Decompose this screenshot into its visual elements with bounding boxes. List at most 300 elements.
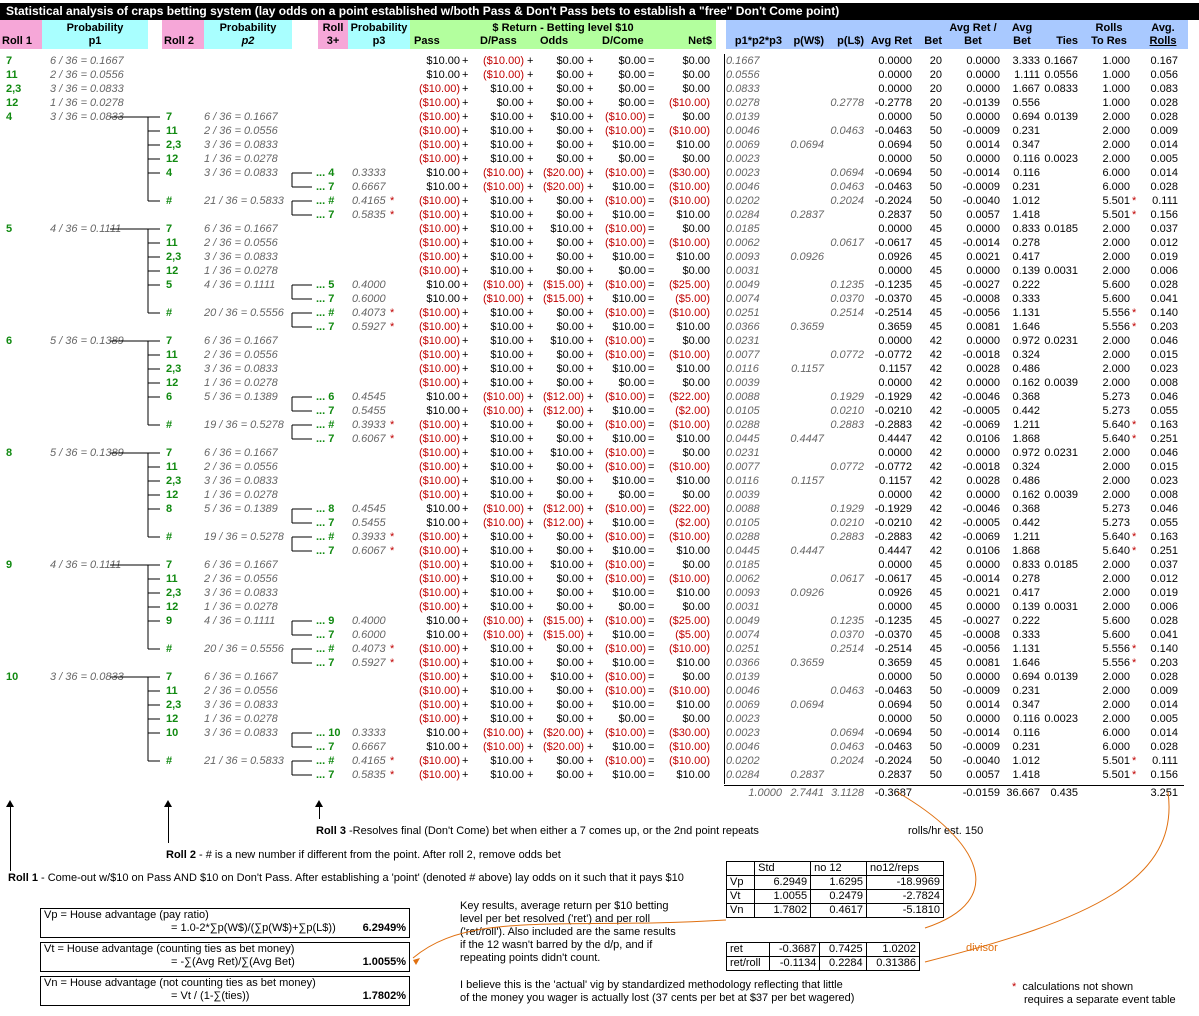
table-row [0,250,1199,264]
cell-p123: 0.0023 [726,727,760,739]
cell-pass: ($10.00) [419,573,460,585]
cell-dc: ($10.00) [605,335,646,347]
cell-od: ($20.00) [543,167,584,179]
cell-p123: 0.0077 [726,349,760,361]
cell-p123: 0.0445 [726,433,760,445]
operator: + [587,447,594,459]
cell-p3: 0.4545 [352,503,386,515]
cell-arb: 0.0000 [966,377,1000,389]
operator: + [527,727,534,739]
cell-pl: 0.2883 [830,419,864,431]
operator: = [648,69,655,81]
cell-p2: 2 / 36 = 0.0556 [204,685,278,697]
cell-r3: ... # [316,755,335,767]
cell-od: $0.00 [556,139,584,151]
cell-r2: 7 [166,671,173,683]
cell-pw: 0.4447 [790,545,824,557]
operator: + [587,461,594,473]
cell-od: $0.00 [556,713,584,725]
cell-ar: -0.2778 [874,97,912,109]
cell-rr: 6.000 [1102,741,1130,753]
table-cell: no 12 [811,862,867,876]
cell-dp: $10.00 [490,447,524,459]
cell-dc: $0.00 [618,83,646,95]
cell-dc: $0.00 [618,55,646,67]
cell-p123: 0.0288 [726,419,760,431]
cell-bt: 42 [929,335,942,347]
cell-pass: $10.00 [426,391,460,403]
cell-dp: ($10.00) [483,727,524,739]
cell-rr: 2.000 [1102,153,1130,165]
table-row [727,890,944,904]
cell-net: $0.00 [682,265,710,277]
cell-r2: 11 [166,685,178,697]
cell-bt: 45 [929,573,942,585]
cell-net: $0.00 [682,335,710,347]
cell-bt: 45 [929,615,942,627]
cell-r3: ... 7 [316,657,335,669]
cell-bt: 20 [929,69,942,81]
table-cell: 0.31386 [866,957,919,971]
cell-r2: 11 [166,349,178,361]
cell-ti: 0.0185 [1044,223,1078,235]
cell-net: $0.00 [682,601,710,613]
cell-ab: 0.139 [1012,601,1040,613]
cell-s3: * [390,195,395,207]
cell-dp: $10.00 [490,755,524,767]
cell-p1: 1 / 36 = 0.0278 [50,97,124,109]
cell-sr: * [1132,531,1137,543]
cell-rr: 2.000 [1102,559,1130,571]
header-roll3: Roll 3+ [318,20,348,49]
operator: + [462,461,469,473]
cell-dp: $10.00 [490,433,524,445]
cell-avr: 0.046 [1150,391,1178,403]
cell-dc: $10.00 [612,699,646,711]
header-p123: p1*p2*p3 [726,20,784,49]
cell-ab: 0.972 [1012,335,1040,347]
cell-arb: 0.0106 [966,545,1000,557]
operator: + [587,83,594,95]
operator: = [648,279,655,291]
operator: = [648,685,655,697]
cell-pass: ($10.00) [419,321,460,333]
cell-p2: 2 / 36 = 0.0556 [204,237,278,249]
cell-arb: -0.0009 [962,741,1000,753]
cell-avr: 0.008 [1150,377,1178,389]
cell-pass: $10.00 [426,741,460,753]
cell-bt: 45 [929,307,942,319]
cell-dp: $10.00 [490,125,524,137]
table-row [0,194,1199,208]
operator: + [587,279,594,291]
cell-ar: -0.0370 [874,293,912,305]
cell-avr: 0.015 [1150,349,1178,361]
cell-avr: 0.037 [1150,559,1178,571]
operator: = [648,755,655,767]
cell-dp: $10.00 [490,713,524,725]
operator: + [587,209,594,221]
cell-arb: 0.0000 [966,83,1000,95]
operator: + [527,293,534,305]
cell-s3: * [390,769,395,781]
cell-p2: 3 / 36 = 0.0833 [204,363,278,375]
cell-pass: ($10.00) [419,447,460,459]
operator: + [527,363,534,375]
operator: + [462,167,469,179]
cell-p3: 0.3333 [352,727,386,739]
cell-rr: 2.000 [1102,573,1130,585]
cell-dp: $10.00 [490,671,524,683]
cell-pass: ($10.00) [419,657,460,669]
cell-pl: 0.0463 [830,741,864,753]
cell-dc: $10.00 [612,321,646,333]
operator: + [587,475,594,487]
cell-avr: 0.046 [1150,335,1178,347]
cell-p123: 0.0088 [726,503,760,515]
cell-p123: 0.0139 [726,671,760,683]
table-row [0,544,1199,558]
cell-pass: ($10.00) [419,769,460,781]
cell-od: ($12.00) [543,517,584,529]
cell-bt: 50 [929,755,942,767]
cell-p123: 0.0231 [726,335,760,347]
cell-dc: $10.00 [612,363,646,375]
cell-od: $0.00 [556,699,584,711]
cell-bt: 50 [929,685,942,697]
operator: + [587,181,594,193]
cell-rr: 2.000 [1102,265,1130,277]
cell-p1: 5 / 36 = 0.1389 [50,447,124,459]
note-roll1: Roll 1 - Come-out w/$10 on Pass AND $10 on Don't Pass. After establishing a 'point' (denoted # above) lay odds on it such that it pays $10 [8,872,684,884]
cell-r2: 12 [166,489,179,501]
cell-p2: 6 / 36 = 0.1667 [204,335,278,347]
cell-net: ($10.00) [669,755,710,767]
operator: + [527,307,534,319]
cell-net: ($10.00) [669,643,710,655]
cell-bt: 42 [929,419,942,431]
cell-dc: $10.00 [612,545,646,557]
cell-r2: 4 [166,167,173,179]
operator: = [648,391,655,403]
cell-net: $10.00 [676,545,710,557]
cell-dp: $10.00 [490,363,524,375]
cell-od: $0.00 [556,55,584,67]
cell-dc: ($10.00) [605,125,646,137]
cell-rr: 5.556 [1102,307,1130,319]
cell-p1: 3 / 36 = 0.0833 [50,671,124,683]
cell-p2: 6 / 36 = 0.1667 [204,111,278,123]
cell-p1: 4 / 36 = 0.1111 [50,559,122,571]
cell-ar: -0.0617 [874,237,912,249]
cell-p3: 0.4073 [352,307,386,319]
cell-net: $0.00 [682,559,710,571]
cell-ab: 0.417 [1012,251,1040,263]
operator: + [587,713,594,725]
cell-pl: 0.0210 [830,405,864,417]
cell-ar: 0.1157 [879,363,912,375]
cell-p2: 6 / 36 = 0.1667 [204,447,278,459]
operator: + [527,111,534,123]
cell-od: $0.00 [556,363,584,375]
cell-p3: 0.6067 [352,433,386,445]
cell-p3: 0.6667 [352,741,386,753]
cell-ab: 1.418 [1012,769,1040,781]
cell-dc: ($10.00) [605,391,646,403]
header-rolls: Rolls To Res [1080,20,1138,49]
cell-pass: ($10.00) [419,153,460,165]
cell-net: $10.00 [676,251,710,263]
table-row [0,614,1199,628]
cell-r3: ... 7 [316,517,335,529]
cell-r2: 11 [166,237,178,249]
cell-pass: ($10.00) [419,643,460,655]
cell-arb: -0.0046 [962,391,1000,403]
operator: + [587,405,594,417]
cell-p3: 0.6667 [352,181,386,193]
table-cell: 1.7802 [755,904,811,918]
cell-p123: 0.0039 [726,377,760,389]
cell-ab: 1.667 [1012,83,1040,95]
cell-p3: 0.6000 [352,293,386,305]
cell-p123: 0.0116 [726,363,759,375]
cell-avr: 0.251 [1150,433,1178,445]
operator: + [527,769,534,781]
cell-net: ($10.00) [669,237,710,249]
cell-bt: 45 [929,321,942,333]
cell-p123: 0.0445 [726,545,760,557]
table-cell: -5.1810 [867,904,944,918]
cell-ti: 0.0031 [1044,265,1078,277]
cell-p123: 0.0284 [726,769,760,781]
cell-dc: $0.00 [618,713,646,725]
operator: + [587,419,594,431]
table-row [0,110,1199,124]
cell-od: $0.00 [556,545,584,557]
cell-dp: ($10.00) [483,503,524,515]
table-cell: 0.7425 [820,943,866,957]
cell-dc: ($10.00) [605,685,646,697]
cell-avr: 0.009 [1150,125,1178,137]
operator: + [587,69,594,81]
cell-r3: ... 7 [316,405,335,417]
operator: + [462,601,469,613]
cell-bt: 45 [929,657,942,669]
cell-od: $0.00 [556,377,584,389]
cell-dc: ($10.00) [605,671,646,683]
operator: + [587,601,594,613]
cell-arb: -0.0014 [962,237,1000,249]
cell-bt: 20 [929,83,942,95]
cell-pass: $10.00 [426,615,460,627]
cell-avr: 0.167 [1150,55,1178,67]
cell-ar: -0.2024 [874,195,912,207]
cell-arb: -0.0008 [962,629,1000,641]
cell-avr: 0.012 [1150,237,1178,249]
operator: + [527,377,534,389]
cell-p123: 0.0116 [726,475,759,487]
operator: = [648,769,655,781]
cell-avr: 0.140 [1150,643,1178,655]
operator: + [587,307,594,319]
cell-od: $0.00 [556,769,584,781]
cell-bt: 50 [929,139,942,151]
cell-dc: $10.00 [612,629,646,641]
operator: = [648,405,655,417]
cell-net: $0.00 [682,713,710,725]
cell-r2: 2,3 [166,475,182,487]
cell-dp: ($10.00) [483,69,524,81]
cell-od: $10.00 [550,335,584,347]
cell-avr: 0.037 [1150,223,1178,235]
cell-arb: -0.0027 [962,279,1000,291]
cell-ar: 0.0000 [878,223,912,235]
operator: + [587,195,594,207]
cell-pass: $10.00 [426,727,460,739]
cell-dc: ($10.00) [605,223,646,235]
cell-ab: 0.116 [1013,153,1040,165]
cell-ar: -0.2024 [874,755,912,767]
cell-pass: ($10.00) [419,545,460,557]
operator: = [648,447,655,459]
cell-od: $0.00 [556,755,584,767]
cell-ab: 0.486 [1012,475,1040,487]
cell-rr: 2.000 [1102,237,1130,249]
cell-p3: 0.3933 [352,531,386,543]
cell-p2: 21 / 36 = 0.5833 [204,195,284,207]
cell-r3: ... 5 [316,279,335,291]
cell-ar: -0.1929 [874,503,912,515]
cell-p3: 0.5835 [352,769,386,781]
cell-od: $0.00 [556,601,584,613]
cell-pl: 0.2514 [830,643,864,655]
cell-sr: * [1132,433,1137,445]
cell-avr: 0.028 [1150,97,1178,109]
operator: + [587,517,594,529]
cell-dp: ($10.00) [483,405,524,417]
cell-rr: 5.501 [1102,195,1130,207]
cell-arb: -0.0009 [962,181,1000,193]
cell-dc: ($10.00) [605,307,646,319]
operator: + [462,545,469,557]
cell-avr: 0.014 [1150,699,1178,711]
cell-bt: 45 [929,587,942,599]
cell-dc: $10.00 [612,139,646,151]
operator: + [527,209,534,221]
cell-pl: 0.2024 [830,195,864,207]
cell-p1: 3 / 36 = 0.0833 [50,83,124,95]
operator: + [587,741,594,753]
cell-r2: 7 [166,447,173,459]
cell-ab: 1.211 [1013,419,1040,431]
operator: + [527,489,534,501]
cell-avr: 0.156 [1150,209,1178,221]
header-prob-p3: Probability p3 [348,20,410,49]
cell-pass: ($10.00) [419,377,460,389]
cell-bt: 45 [929,293,942,305]
cell-od: $0.00 [556,433,584,445]
cell-r3: ... # [316,307,335,319]
cell-ar: -0.0694 [874,167,912,179]
header-bet: Bet [914,20,944,49]
cell-net: ($22.00) [669,391,710,403]
cell-dp: $10.00 [490,601,524,613]
cell-avr: 0.014 [1150,167,1178,179]
cell-r3: ... # [316,419,335,431]
cell-ab: 1.211 [1013,531,1040,543]
operator: = [648,209,655,221]
cell-ar: 0.0000 [878,601,912,613]
cell-od: $0.00 [556,657,584,669]
cell-pass: ($10.00) [419,713,460,725]
table-row [0,376,1199,390]
operator: + [587,335,594,347]
cell-pass: ($10.00) [419,587,460,599]
arrow-roll3 [319,805,320,819]
cell-net: ($30.00) [669,167,710,179]
cell-arb: -0.0040 [962,755,1000,767]
cell-avr: 0.028 [1150,111,1178,123]
operator: = [648,153,655,165]
column-divider [724,54,725,784]
cell-bt: 45 [929,279,942,291]
table-row [0,628,1199,642]
cell-arb: 0.0000 [966,265,1000,277]
cell-avr: 0.019 [1150,251,1178,263]
cell-rr: 2.000 [1102,251,1130,263]
cell-dc: ($10.00) [605,531,646,543]
cell-pl: 0.2024 [830,755,864,767]
data-grid [0,54,1199,784]
cell-r1: 5 [6,223,13,235]
cell-ab: 0.694 [1012,111,1040,123]
cell-arb: -0.0040 [962,195,1000,207]
cell-r2: 7 [166,335,173,347]
cell-r2: 2,3 [166,139,182,151]
cell-rr: 5.501 [1102,769,1130,781]
cell-rr: 5.501 [1102,209,1130,221]
cell-ab: 1.418 [1012,209,1040,221]
cell-dc: ($10.00) [605,727,646,739]
operator: = [648,55,655,67]
operator: + [587,153,594,165]
table-row [0,446,1199,460]
operator: = [648,699,655,711]
cell-dp: $10.00 [490,769,524,781]
cell-pass: $10.00 [426,279,460,291]
table-cell: -18.9969 [867,876,944,890]
cell-net: ($10.00) [669,419,710,431]
box-vp: Vp = House advantage (pay ratio) = 1.0-2*∑p(W$)/(∑p(W$)+∑p(L$)) 6.2949% [40,908,410,938]
cell-avr: 0.055 [1150,405,1178,417]
table-row [0,236,1199,250]
cell-r3: ... 7 [316,629,335,641]
operator: + [587,349,594,361]
cell-arb: -0.0014 [962,573,1000,585]
table-cell: 0.2284 [820,957,866,971]
table-cell: Vn [727,904,755,918]
operator: + [587,769,594,781]
cell-rr: 2.000 [1102,111,1130,123]
cell-ar: 0.4447 [878,545,912,557]
cell-s3: * [390,433,395,445]
cell-ar: 0.0000 [878,559,912,571]
cell-arb: 0.0021 [966,587,1000,599]
table-row [0,432,1199,446]
cell-ar: 0.0694 [878,139,912,151]
operator: + [527,615,534,627]
operator: + [587,237,594,249]
